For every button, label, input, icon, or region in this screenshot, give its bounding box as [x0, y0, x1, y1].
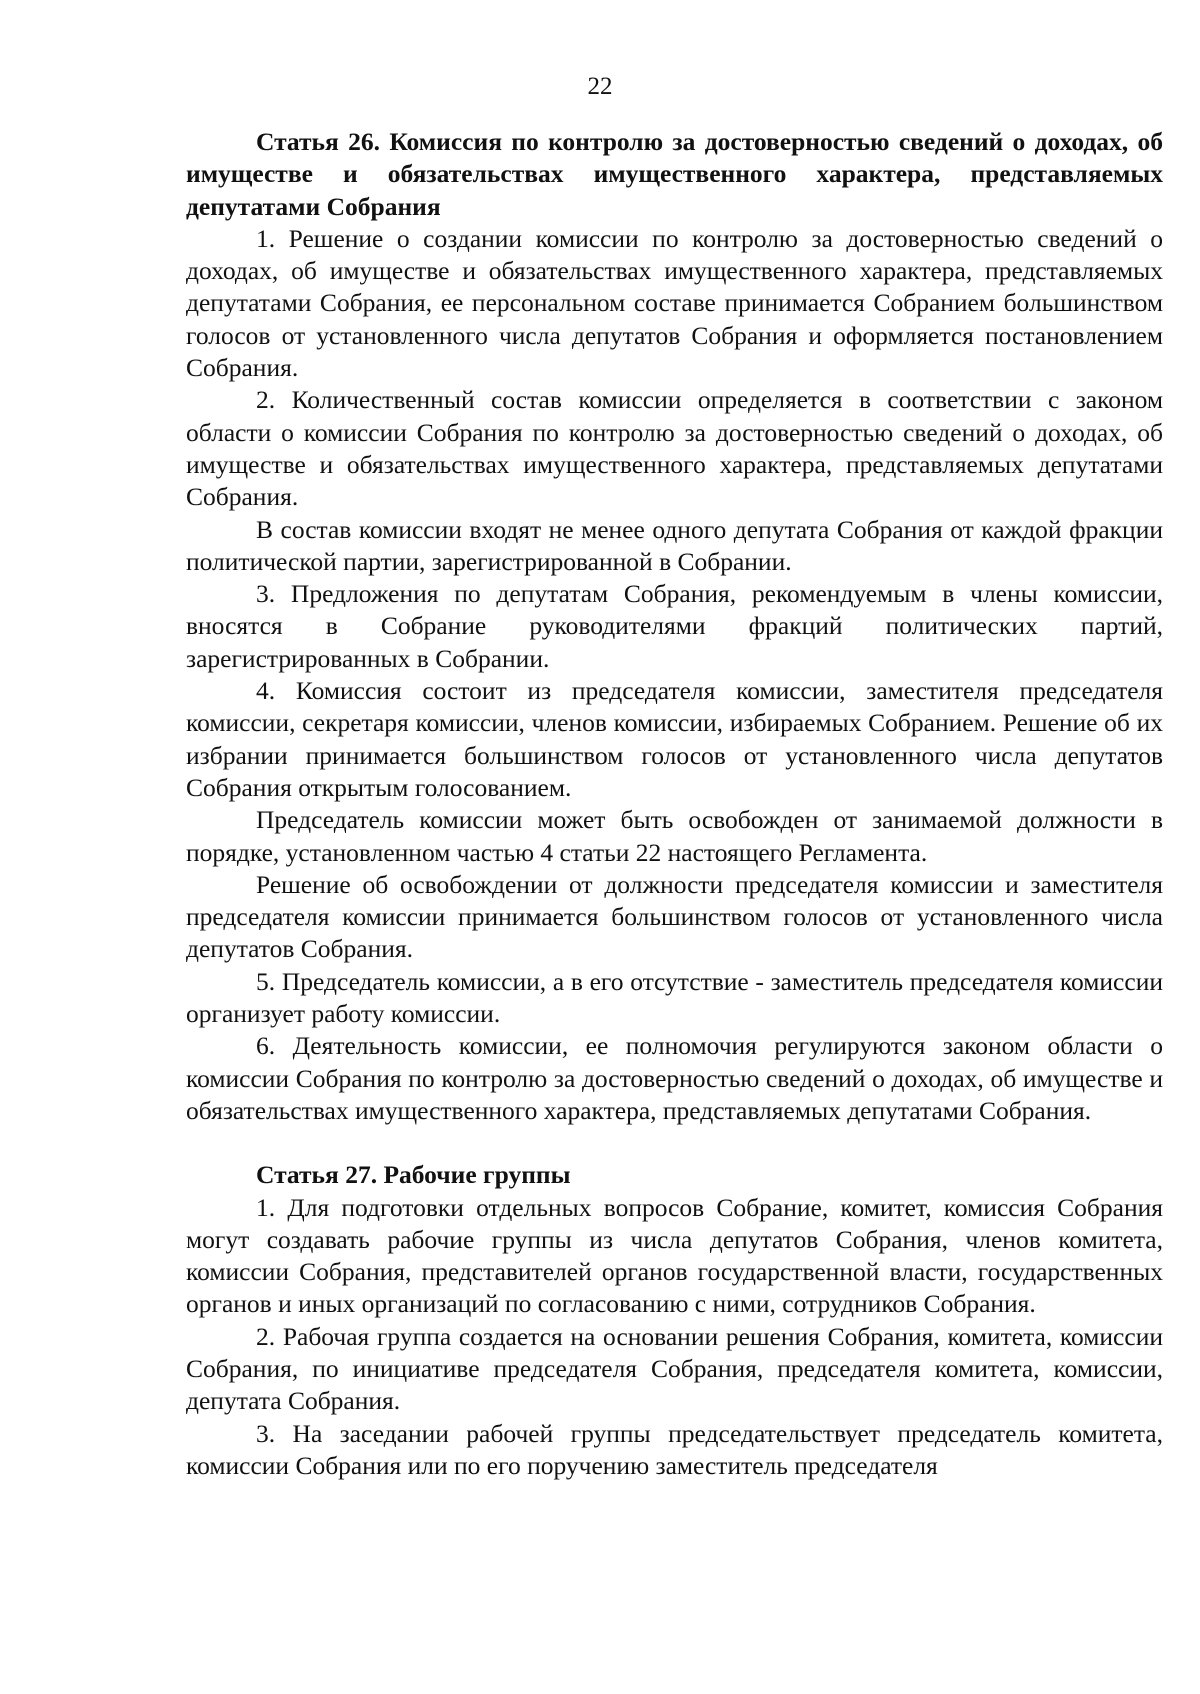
- paragraph: Председатель комиссии может быть освобожден от занимаемой должности в порядке, установленном частью 4 статьи 22 настоящего Регламента.: [186, 805, 1163, 867]
- article-27: [186, 1159, 1163, 1482]
- page-number: 22: [587, 73, 613, 100]
- paragraph: 5. Председатель комиссии, а в его отсутствие - заместитель председателя комиссии организует работу комиссии.: [186, 966, 1163, 1029]
- paragraph: 3. На заседании рабочей группы председательствует председатель комитета, комиссии Собрания или по его поручению заместитель председателя: [186, 1418, 1163, 1480]
- article-26: [186, 126, 1163, 1127]
- paragraph: В состав комиссии входят не менее одного депутата Собрания от каждой фракции политической партии, зарегистрированной в Собрании.: [186, 514, 1163, 576]
- paragraph: 3. Предложения по депутатам Собрания, рекомендуемым в члены комиссии, вносятся в Собрание руководителями фракций политических партий, зарегистрированных в Собрании.: [186, 579, 1163, 673]
- article-title: Статья 26. Комиссия по контролю за достоверностью сведений о доходах, об имуществе и обязательствах имущественного характера, представляемых депутатами Собрания: [186, 127, 1163, 221]
- paragraph: Решение об освобождении от должности председателя комиссии и заместителя председателя комиссии принимается большинством голосов от установленного числа депутатов Собрания.: [186, 869, 1163, 964]
- paragraph: 1. Для подготовки отдельных вопросов Собрание, комитет, комиссия Собрания могут создавать рабочие группы из числа депутатов Собрания, членов комитета, комиссии Собрания, представителей органов государственной власти, государственных органов и иных организаций по согласованию с ними, сотрудников Собрания.: [186, 1192, 1163, 1319]
- paragraph: 2. Количественный состав комиссии определяется в соответствии с законом области о комиссии Собрания по контролю за достоверностью сведений о доходах, об имуществе и обязательствах имущественного характера, представляемых депутатами Собрания.: [186, 385, 1163, 512]
- paragraph: 2. Рабочая группа создается на основании решения Собрания, комитета, комиссии Собрания, по инициативе председателя Собрания, председателя комитета, комиссии, депутата Собрания.: [186, 1321, 1163, 1416]
- paragraph: 4. Комиссия состоит из председателя комиссии, заместителя председателя комиссии, секретаря комиссии, членов комиссии, избираемых Собранием. Решение об их избрании принимается большинством голосов от установленного числа депутатов Собрания открытым голосованием.: [186, 676, 1163, 802]
- document-body: [186, 126, 1163, 1482]
- paragraph: 6. Деятельность комиссии, ее полномочия регулируются законом области о комиссии Собрания по контролю за достоверностью сведений о доходах, об имуществе и обязательствах имущественного характера, представляемых депутатами Собрания.: [186, 1031, 1163, 1125]
- article-title: Статья 27. Рабочие группы: [256, 1160, 571, 1190]
- paragraph: 1. Решение о создании комиссии по контролю за достоверностью сведений о доходах, об имуществе и обязательствах имущественного характера, представляемых депутатами Собрания, ее персональном составе принимается Собранием большинством голосов от установленного числа депутатов Собрания и оформляется постановлением Собрания.: [186, 223, 1163, 383]
